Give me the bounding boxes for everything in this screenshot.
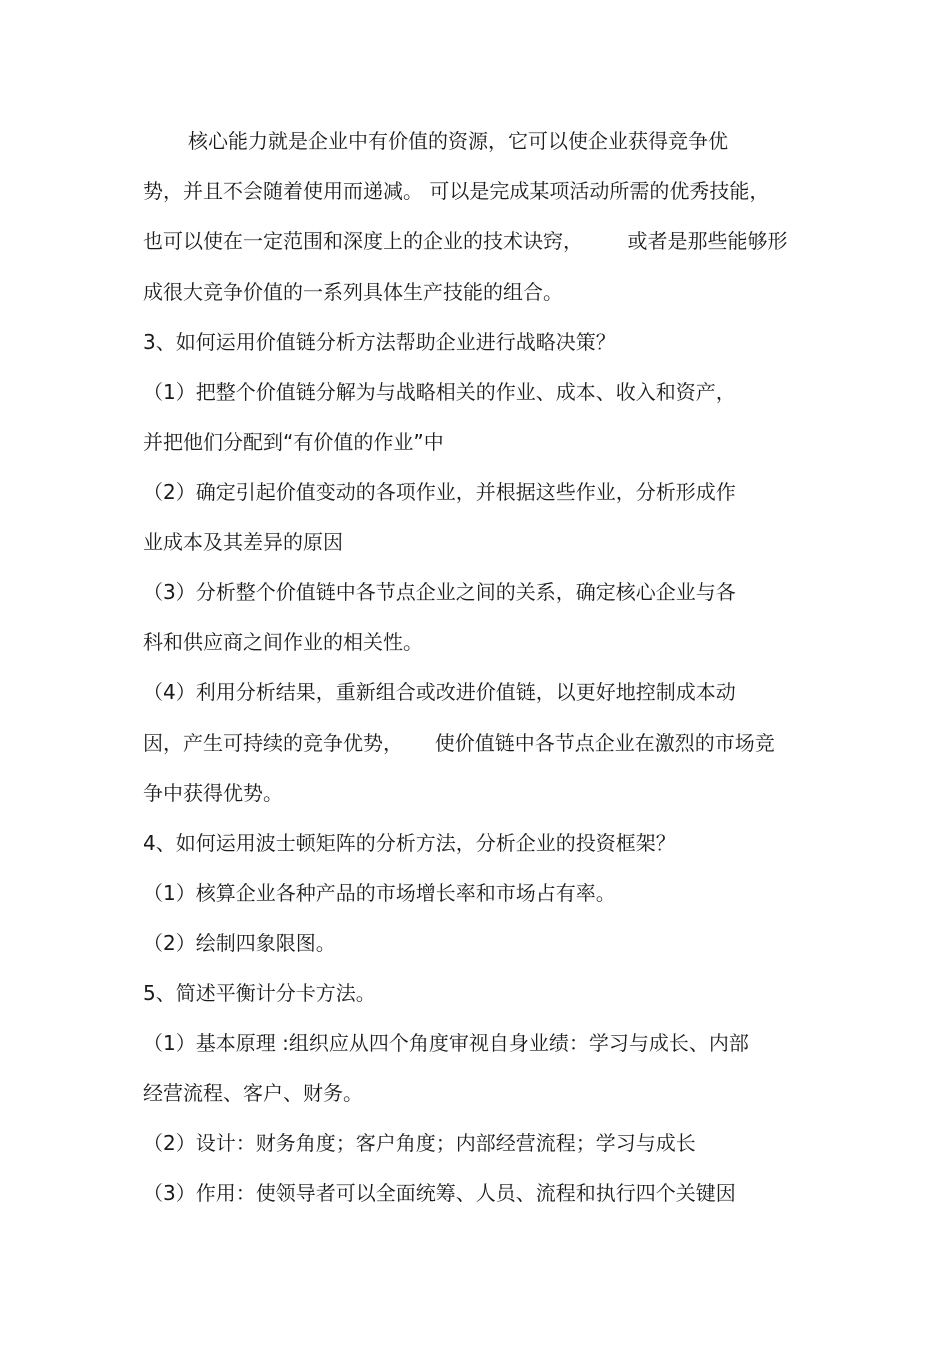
list-item-line: （1）把整个价值链分解为与战略相关的作业、成本、收入和资产，: [143, 380, 736, 404]
question-5-heading: 5、简述平衡计分卡方法。: [143, 981, 376, 1005]
paragraph-line-3: 也可以使在一定范围和深度上的企业的技术诀窍， 或者是那些能够形: [143, 229, 788, 253]
question-3-heading: 3、如何运用价值链分析方法帮助企业进行战略决策？: [143, 330, 616, 354]
list-item-line: （3）分析整个价值链中各节点企业之间的关系，确定核心企业与各: [143, 580, 736, 604]
list-item-line: 争中获得优势。: [143, 781, 283, 805]
list-item-line: （1）核算企业各种产品的市场增长率和市场占有率。: [143, 881, 616, 905]
list-item-line: （2）设计：财务角度；客户角度；内部经营流程；学习与成长: [143, 1131, 696, 1155]
paragraph-line-1: 核心能力就是企业中有价值的资源，它可以使企业获得竞争优: [188, 129, 728, 153]
list-item-line: 并把他们分配到“有价值的作业”中: [143, 430, 444, 454]
list-item-line: （2）绘制四象限图。: [143, 931, 336, 955]
list-item-line: 业成本及其差异的原因: [143, 530, 343, 554]
list-item-line: （4）利用分析结果，重新组合或改进价值链，以更好地控制成本动: [143, 680, 736, 704]
list-item-line: 因，产生可持续的竞争优势， 使价值链中各节点企业在激烈的市场竞: [143, 731, 775, 755]
paragraph-line-4: 成很大竞争价值的一系列具体生产技能的组合。: [143, 280, 563, 304]
question-4-heading: 4、如何运用波士顿矩阵的分析方法，分析企业的投资框架？: [143, 831, 676, 855]
list-item-line: （1）基本原理 :组织应从四个角度审视自身业绩：学习与成长、内部: [143, 1031, 749, 1055]
list-item-line: 科和供应商之间作业的相关性。: [143, 630, 423, 654]
paragraph-line-2: 势，并且不会随着使用而递减。 可以是完成某项活动所需的优秀技能，: [143, 179, 770, 203]
list-item-line: 经营流程、客户、财务。: [143, 1081, 363, 1105]
list-item-line: （2）确定引起价值变动的各项作业，并根据这些作业，分析形成作: [143, 480, 736, 504]
list-item-line: （3）作用：使领导者可以全面统筹、人员、流程和执行四个关键因: [143, 1181, 736, 1205]
